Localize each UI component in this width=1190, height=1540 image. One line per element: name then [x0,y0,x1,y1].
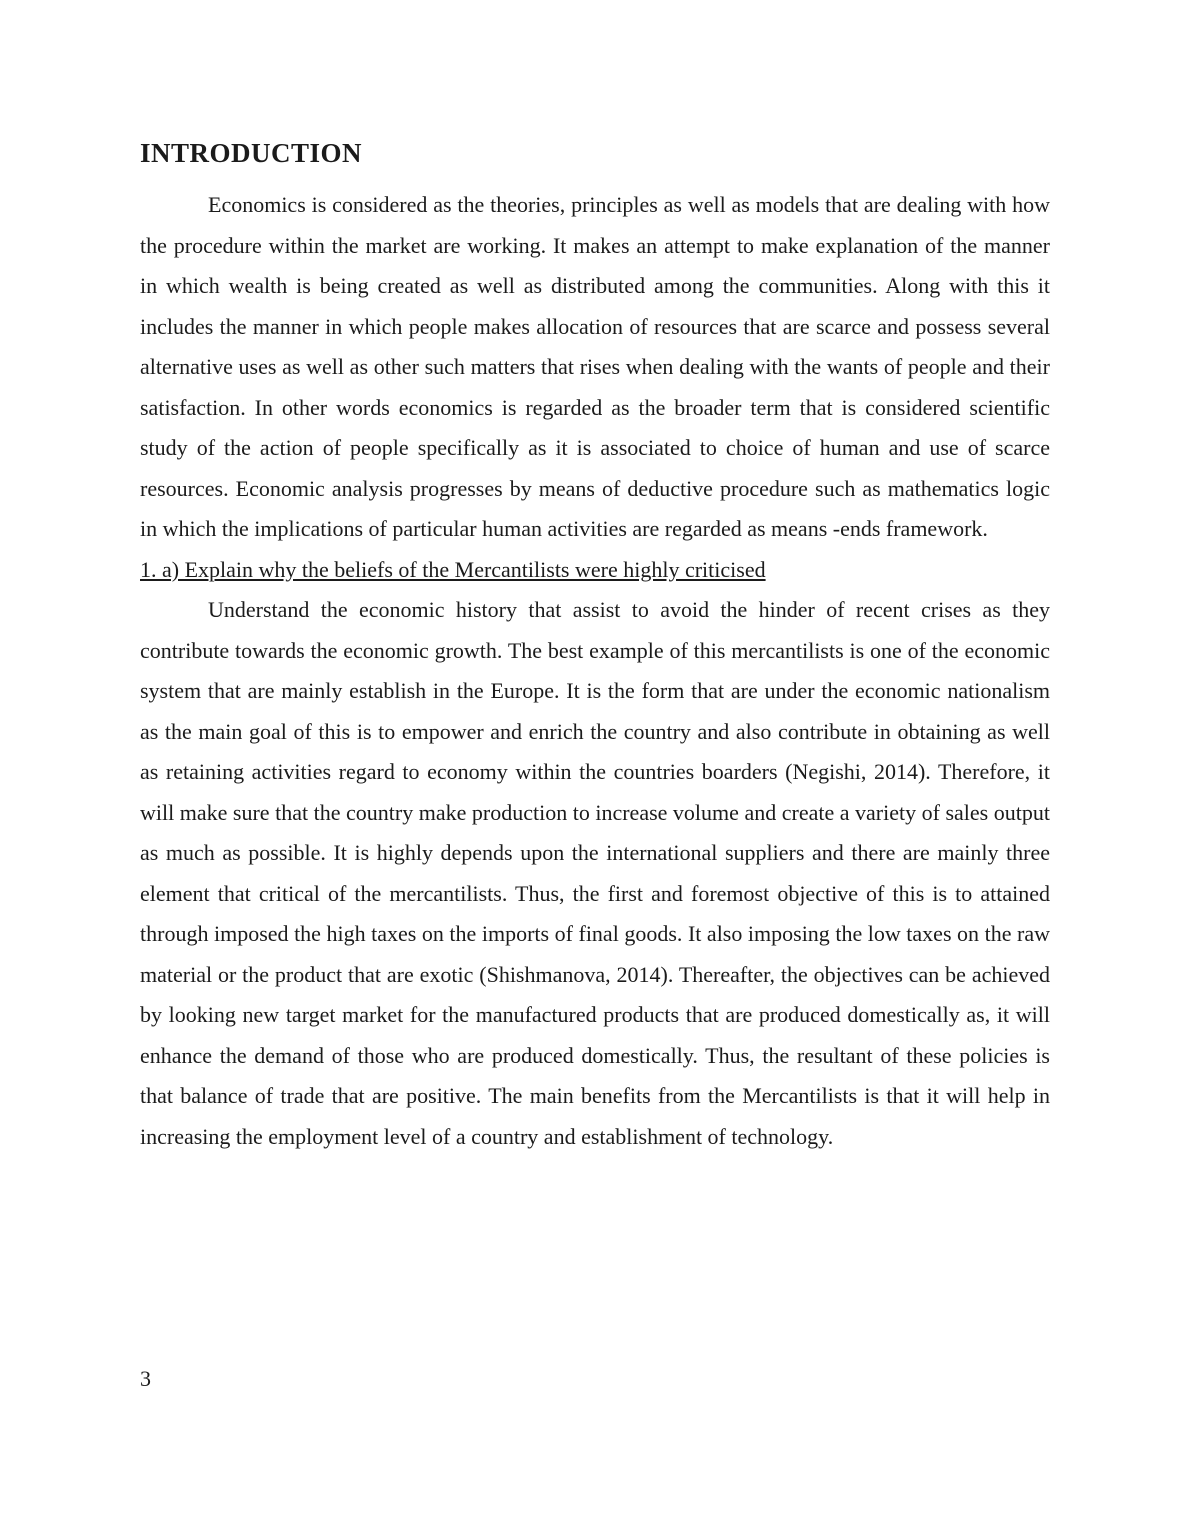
answer-paragraph: Understand the economic history that assist to avoid the hinder of recent crises as they contribute towards the economic growth. The best example of this mercantilists is one of the economic system that are mainly establish in the Europe. It is the form that are under the economic nationalism as the main goal of this is to empower and enrich the country and also contribute in obtaining as well as retaining activities regard to economy within the countries boarders (Negishi, 2014). Therefore, it will make sure that the country make production to increase volume and create a variety of sales output as much as possible. It is highly depends upon the international suppliers and there are mainly three element that critical of the mercantilists. Thus, the first and foremost objective of this is to attained through imposed the high taxes on the imports of final goods. It also imposing the low taxes on the raw material or the product that are exotic (Shishmanova, 2014). Thereafter, the objectives can be achieved by looking new target market for the manufactured products that are produced domestically as, it will enhance the demand of those who are produced domestically. Thus, the resultant of these policies is that balance of trade that are positive. The main benefits from the Mercantilists is that it will help in increasing the employment level of a country and establishment of technology. [140,597,1050,1149]
section-heading: INTRODUCTION [140,138,363,168]
page-number: 3 [140,1366,151,1391]
introduction-paragraph: Economics is considered as the theories, principles as well as models that are dealing with how the procedure within the market are working. It makes an attempt to make explanation of the manner in which wealth is being created as well as distributed among the communities. Along with this it includes the manner in which people makes allocation of resources that are scarce and possess several alternative uses as well as other such matters that rises when dealing with the wants of people and their satisfaction. In other words economics is regarded as the broader term that is considered scientific study of the action of people specifically as it is associated to choice of human and use of scarce resources. Economic analysis progresses by means of deductive procedure such as mathematics logic in which the implications of particular human activities are regarded as means -ends framework. [140,192,1050,541]
question-subheading: 1. a) Explain why the beliefs of the Mercantilists were highly criticised [140,556,766,582]
